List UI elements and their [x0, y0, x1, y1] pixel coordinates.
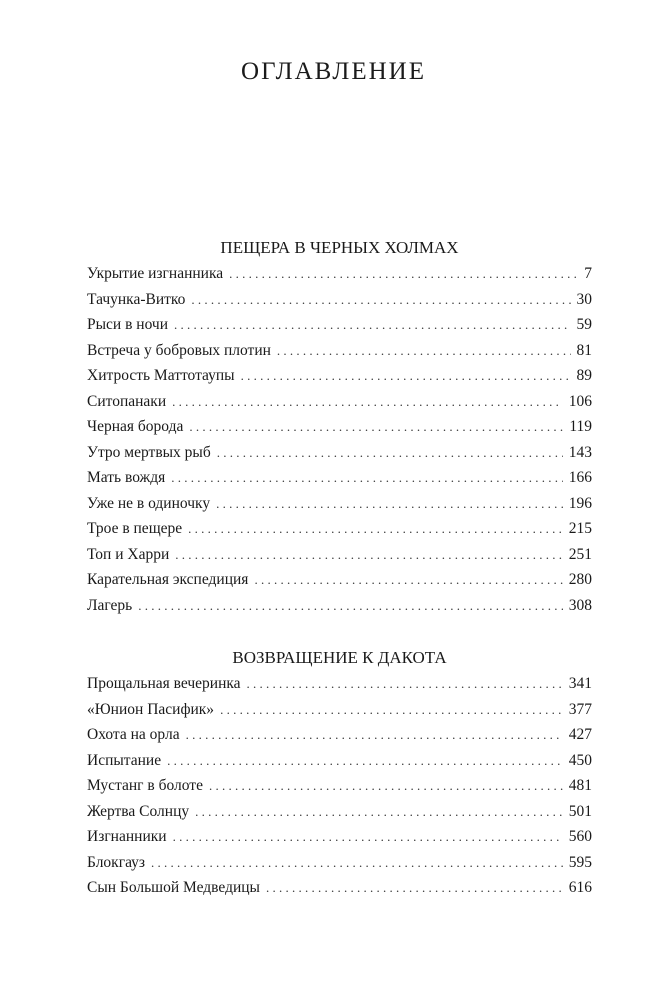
dot-leader [173, 824, 563, 850]
dot-leader [188, 516, 563, 542]
dot-leader [171, 465, 562, 491]
toc-section-1 [87, 235, 592, 618]
page-number: 450 [568, 751, 592, 769]
toc-entry [87, 312, 592, 338]
chapter-title: Испытание [87, 751, 162, 769]
chapter-title: Встреча у бобровых плотин [87, 341, 271, 359]
page-number: 30 [576, 290, 592, 308]
toc-entry [87, 773, 592, 799]
dot-leader [247, 671, 563, 697]
toc-entry [87, 567, 592, 593]
chapter-title: Блокгауз [87, 853, 146, 871]
dot-leader [167, 748, 563, 774]
chapter-title: Охота на орла [87, 726, 180, 743]
chapter-title: Хитрость Маттотаупы [87, 367, 235, 384]
page-number: 308 [568, 596, 592, 614]
toc-entry [87, 593, 592, 619]
page-number: 251 [568, 545, 592, 563]
dot-leader [186, 722, 563, 748]
section-heading: ПЕЩЕРА В ЧЕРНЫХ ХОЛМАХ [220, 238, 459, 257]
chapter-title: Карательная экспедиция [87, 571, 249, 588]
dot-leader [277, 338, 571, 364]
chapter-title: Трое в пещере [87, 520, 183, 537]
dot-leader [172, 389, 563, 415]
page-title: ОГЛАВЛЕНИЕ [241, 58, 426, 85]
toc-entry [87, 542, 592, 568]
page-number: 501 [568, 802, 592, 820]
dot-leader [229, 261, 578, 287]
section-heading: ВОЗВРАЩЕНИЕ К ДАКОТА [232, 648, 447, 667]
chapter-title: Мустанг в болоте [87, 777, 203, 794]
chapter-title: Черная борода [87, 418, 184, 435]
chapter-title: Прощальная вечеринка [87, 675, 241, 692]
toc-entry [87, 516, 592, 542]
page-number: 81 [576, 341, 592, 359]
page-number: 7 [584, 265, 592, 282]
page-number: 196 [568, 494, 592, 512]
toc-entry [87, 748, 592, 774]
toc-entry [87, 722, 592, 748]
chapter-title: Ситопанаки [87, 392, 167, 410]
toc-list [87, 671, 592, 901]
page-number: 166 [568, 469, 592, 486]
page-number: 59 [576, 316, 592, 333]
page-number: 143 [568, 443, 592, 461]
toc-entry [87, 697, 592, 723]
page-number: 119 [569, 418, 592, 435]
dot-leader [151, 850, 563, 876]
toc-list [87, 261, 592, 618]
chapter-title: Изгнанники [87, 828, 167, 845]
dot-leader [241, 363, 571, 389]
page-number: 616 [568, 879, 592, 896]
chapter-title: Уже не в одиночку [87, 494, 211, 512]
chapter-title: Сын Большой Медведицы [87, 879, 260, 896]
page-number: 215 [568, 520, 592, 537]
toc-entry [87, 671, 592, 697]
page-number: 427 [568, 726, 592, 743]
chapter-title: «Юнион Пасифик» [87, 700, 215, 718]
chapter-title: Лагерь [87, 596, 133, 614]
toc-entry [87, 287, 592, 313]
dot-leader [195, 799, 563, 825]
page-number: 280 [568, 571, 592, 588]
toc-entry [87, 799, 592, 825]
page-number: 341 [568, 675, 592, 692]
dot-leader [191, 287, 570, 313]
toc-entry [87, 491, 592, 517]
toc-entry [87, 414, 592, 440]
dot-leader [254, 567, 562, 593]
toc-entry [87, 440, 592, 466]
dot-leader [138, 593, 563, 619]
dot-leader [175, 542, 562, 568]
chapter-title: Тачунка-Витко [87, 290, 186, 308]
page-number: 595 [568, 853, 592, 871]
page-number: 89 [576, 367, 592, 384]
chapter-title: Жертва Солнцу [87, 802, 190, 820]
dot-leader [174, 312, 570, 338]
toc-section-2 [87, 645, 592, 901]
toc-entry [87, 875, 592, 901]
toc-entry [87, 363, 592, 389]
chapter-title: Утро мертвых рыб [87, 443, 211, 461]
page-number: 377 [568, 700, 592, 718]
toc-entry [87, 338, 592, 364]
toc-entry [87, 261, 592, 287]
dot-leader [266, 875, 563, 901]
page-number: 481 [568, 777, 592, 794]
dot-leader [217, 440, 563, 466]
chapter-title: Топ и Харри [87, 545, 170, 563]
toc-entry [87, 850, 592, 876]
page-number: 106 [568, 392, 592, 410]
chapter-title: Мать вождя [87, 469, 166, 486]
chapter-title: Укрытие изгнанника [87, 265, 224, 282]
dot-leader [220, 697, 563, 723]
toc-entry [87, 824, 592, 850]
chapter-title: Рыси в ночи [87, 316, 169, 333]
dot-leader [209, 773, 563, 799]
dot-leader [189, 414, 563, 440]
dot-leader [216, 491, 563, 517]
toc-entry [87, 389, 592, 415]
page-number: 560 [568, 828, 592, 845]
toc-entry [87, 465, 592, 491]
